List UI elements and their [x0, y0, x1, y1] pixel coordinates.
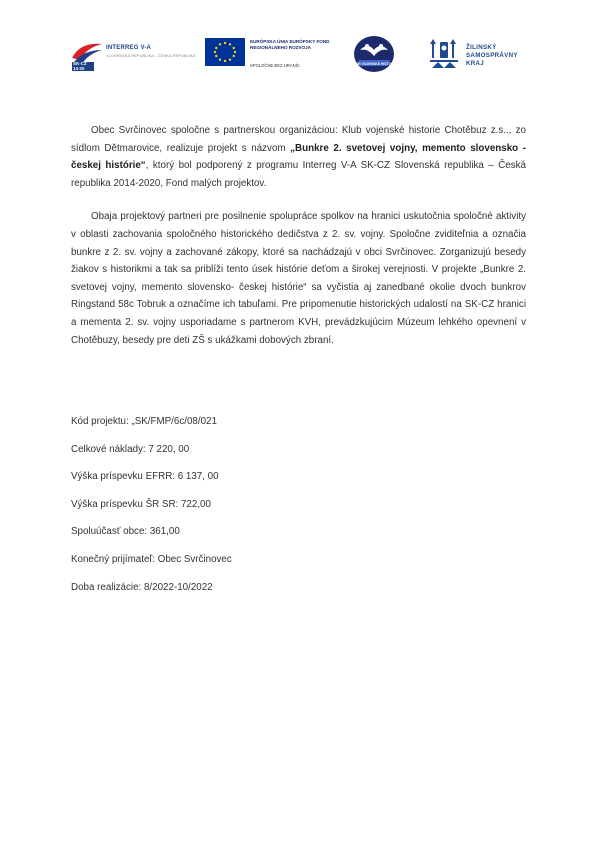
fact-total-cost: Celkové náklady: 7 220, 00 [71, 443, 190, 455]
logo-header [0, 36, 595, 80]
eu-logo [205, 36, 335, 76]
club-badge-text: KLUB VOJENSKÉ HISTORIE [351, 62, 397, 66]
document-body [71, 122, 526, 365]
project-facts [71, 409, 526, 602]
paragraph-intro-pre: Obec Svrčinovec spoločne s partnerskou organizáciou: Klub vojenské historie Chotěbuz z.s.., zo sídlom Dětmarovice, realizuje projekt s názvom [71, 125, 526, 154]
fact-final-beneficiary: Konečný prijímateľ: Obec Svrčinovec [71, 553, 232, 565]
paragraph-activities: Obaja projektový partneri pre posilnenie spolupráce spolkov na hranici uskutočnia spoločné aktivity v oblasti zachovania spoločného historického dedičstva z 2. sv. vojny. Spoločne zviditeľnia a označia bunkre z 2. sv. vojny a zachované zákopy, ktoré sa nachádzajú v obci Svrčinovec. Zorganizujú besedy žiakov s historikmi a tak sa priblíži tento úsek histórie deťom a širokej verejnosti. V projekte „Bunkre 2. svetovej vojny, memento slovensko- českej histórie“ sa vyčistia aj zanedbané okolie dvoch bunkrov Ringstand 58c Tobruk a označíme ich tabuľami. Pre pripomenutie historických udalostí na SK-CZ hranici a mementa 2. sv. vojny usporiadame s partnerom KVH, prevádzkujúcim Múzeum lehkého opevnení v Chotěbuzy, besedy pre deti ZŠ s ukážkami dobových zbraní. [71, 211, 526, 346]
project-title: „Bunkre 2. svetovej vojny, memento slovensko - českej histórie“ [71, 142, 526, 172]
fact-project-code: Kód projektu: „SK/FMP/6c/08/021 [71, 416, 217, 427]
fact-efrr-contribution: Výška príspevku EFRR: 6 137, 00 [71, 471, 219, 483]
paragraph-intro-post: , ktorý bol podporený z programu Interreg V-A SK-CZ Slovenská republika – Česká republika 2014-2020, Fond malých projektov. [71, 160, 526, 189]
fact-state-contribution: Výška príspevku ŠR SR: 722,00 [71, 498, 211, 510]
eu-flag-icon [205, 38, 245, 66]
fact-implementation-period: Doba realizácie: 8/2022-10/2022 [71, 581, 213, 593]
eu-text: EURÓPSKA ÚNIA EURÓPSKY FOND REGIONÁLNEHO ROZVOJA [250, 39, 330, 50]
fact-municipality-share: Spoluúčasť obce: 361,00 [71, 526, 180, 538]
club-logo [350, 36, 398, 76]
interreg-brand: INTERREG V-A [106, 45, 152, 51]
interreg-logo [70, 36, 196, 76]
interreg-subtitle: SLOVENSKÁ REPUBLIKA – ČESKÁ REPUBLIKA [106, 53, 196, 58]
zsk-name: ŽILINSKÝ SAMOSPRÁVNY KRAJ [466, 44, 518, 67]
eu-motto: SPOLOČNE BEZ HRANÍC [250, 63, 300, 68]
paragraph-intro [71, 122, 526, 192]
zsk-emblem-icon [430, 38, 462, 72]
club-badge-icon [350, 36, 398, 76]
zsk-logo [430, 36, 530, 76]
interreg-code: SK-CZ 14-20 [73, 61, 87, 71]
